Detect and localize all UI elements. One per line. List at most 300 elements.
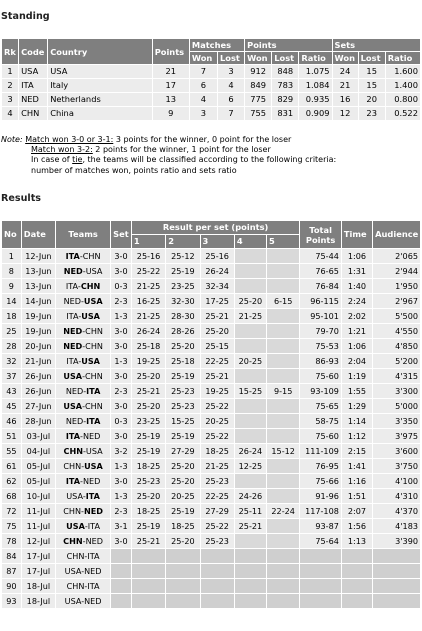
result-cell-no[interactable]: 9 bbox=[2, 279, 22, 294]
result-cell-time: 1:13 bbox=[341, 534, 372, 549]
standing-cell-pr: 1.075 bbox=[299, 65, 332, 79]
result-cell-date: 11-Jul bbox=[21, 504, 55, 519]
result-cell-time: 2:24 bbox=[341, 294, 372, 309]
result-cell-teams[interactable]: CHN-ITA bbox=[56, 579, 111, 594]
team-home: USA bbox=[63, 401, 83, 411]
result-cell-date: 13-Jun bbox=[21, 279, 55, 294]
result-cell-teams[interactable] bbox=[56, 489, 111, 504]
standing-cell-pw: 912 bbox=[245, 65, 272, 79]
standing-cell-pl: 848 bbox=[272, 65, 299, 79]
result-cell-s1 bbox=[131, 564, 165, 579]
result-cell-s5 bbox=[267, 549, 300, 564]
standing-cell-pl: 829 bbox=[272, 93, 299, 107]
team-separator: - bbox=[81, 506, 84, 516]
result-cell-total: 86-93 bbox=[300, 354, 342, 369]
result-cell-total: 111-109 bbox=[300, 444, 342, 459]
team-home: ITA bbox=[65, 251, 80, 261]
result-cell-s4 bbox=[234, 549, 266, 564]
header-set-5: 5 bbox=[267, 235, 300, 249]
result-cell-teams[interactable] bbox=[56, 444, 111, 459]
results-title: Results bbox=[1, 193, 42, 204]
result-cell-no[interactable]: 62 bbox=[2, 474, 22, 489]
result-cell-s4 bbox=[234, 474, 266, 489]
result-row bbox=[2, 339, 421, 354]
team-home: CHN bbox=[63, 446, 83, 456]
result-cell-no[interactable]: 68 bbox=[2, 489, 22, 504]
result-cell-s1: 25-21 bbox=[131, 384, 165, 399]
team-separator: - bbox=[78, 311, 82, 321]
result-row bbox=[2, 414, 421, 429]
team-separator: - bbox=[77, 281, 81, 291]
result-cell-s4: 21-25 bbox=[234, 309, 266, 324]
team-home: NED bbox=[63, 341, 83, 351]
result-cell-teams[interactable] bbox=[56, 474, 111, 489]
result-cell-total: 76-84 bbox=[300, 279, 342, 294]
result-cell-aud bbox=[373, 549, 421, 564]
team-home: ITA bbox=[66, 356, 79, 366]
team-separator: - bbox=[79, 251, 83, 261]
result-cell-s3: 25-22 bbox=[200, 429, 234, 444]
result-cell-s4 bbox=[234, 324, 266, 339]
standing-cell-points: 17 bbox=[152, 79, 189, 93]
result-cell-teams[interactable] bbox=[56, 264, 111, 279]
result-cell-s2: 28-26 bbox=[166, 324, 200, 339]
team-away: CHN bbox=[80, 281, 101, 291]
standing-cell-sw: 12 bbox=[332, 107, 358, 121]
result-cell-s1: 25-19 bbox=[131, 519, 165, 534]
result-cell-date: 21-Jun bbox=[21, 354, 55, 369]
result-cell-time: 1:41 bbox=[341, 459, 372, 474]
standing-cell-won: 7 bbox=[189, 65, 217, 79]
result-cell-date: 19-Jun bbox=[21, 324, 55, 339]
result-cell-time bbox=[341, 594, 372, 609]
result-row bbox=[2, 489, 421, 504]
result-cell-total: 79-70 bbox=[300, 324, 342, 339]
result-row bbox=[2, 549, 421, 564]
team-separator: - bbox=[80, 476, 83, 486]
result-cell-aud: 4'370 bbox=[373, 504, 421, 519]
result-row bbox=[2, 399, 421, 414]
result-cell-total: 75-64 bbox=[300, 534, 342, 549]
result-cell-no[interactable]: 61 bbox=[2, 459, 22, 474]
result-cell-teams[interactable] bbox=[56, 249, 111, 264]
team-away: CHN bbox=[82, 251, 101, 261]
team-separator: - bbox=[80, 431, 83, 441]
result-cell-s4 bbox=[234, 369, 266, 384]
result-cell-s2: 25-12 bbox=[166, 249, 200, 264]
result-cell-s1: 25-20 bbox=[131, 399, 165, 414]
result-cell-s5 bbox=[267, 339, 300, 354]
standing-cell-sl: 15 bbox=[358, 79, 385, 93]
result-cell-teams[interactable] bbox=[56, 309, 111, 324]
standing-cell-pw: 849 bbox=[245, 79, 272, 93]
result-cell-teams[interactable] bbox=[56, 384, 111, 399]
result-cell-s3: 18-25 bbox=[200, 444, 234, 459]
result-cell-s2: 25-20 bbox=[166, 339, 200, 354]
result-cell-total: 75-44 bbox=[300, 249, 342, 264]
standing-cell-pr: 0.935 bbox=[299, 93, 332, 107]
standing-cell-sw: 21 bbox=[332, 79, 358, 93]
result-row bbox=[2, 279, 421, 294]
result-cell-s2: 23-25 bbox=[166, 279, 200, 294]
standing-cell-code: ITA bbox=[19, 79, 48, 93]
result-cell-date: 10-Jul bbox=[21, 489, 55, 504]
result-cell-aud: 2'065 bbox=[373, 249, 421, 264]
result-cell-total bbox=[300, 579, 342, 594]
result-cell-no[interactable]: 25 bbox=[2, 324, 22, 339]
result-cell-teams[interactable] bbox=[56, 294, 111, 309]
result-cell-s5 bbox=[267, 489, 300, 504]
result-cell-s5 bbox=[267, 459, 300, 474]
result-cell-s1 bbox=[131, 549, 165, 564]
standing-title: Standing bbox=[1, 11, 50, 22]
result-cell-time: 2:02 bbox=[341, 309, 372, 324]
team-home: NED bbox=[65, 416, 84, 426]
standing-notes bbox=[1, 135, 419, 176]
standing-cell-pr: 1.084 bbox=[299, 79, 332, 93]
result-cell-s5 bbox=[267, 534, 300, 549]
result-cell-s4 bbox=[234, 339, 266, 354]
standing-row bbox=[2, 93, 421, 107]
result-cell-s2: 25-19 bbox=[166, 504, 200, 519]
result-cell-s2: 25-19 bbox=[166, 369, 200, 384]
result-cell-aud: 2'944 bbox=[373, 264, 421, 279]
tie-text-post: , the teams will be classified according to the following criteria: bbox=[82, 155, 337, 165]
team-separator: - bbox=[83, 416, 87, 426]
result-cell-s1: 18-25 bbox=[131, 459, 165, 474]
standing-cell-pw: 755 bbox=[245, 107, 272, 121]
result-cell-set: 3-0 bbox=[111, 339, 132, 354]
team-home: ITA bbox=[65, 431, 81, 441]
header-set-2: 2 bbox=[166, 235, 200, 249]
result-cell-date: 05-Jul bbox=[21, 474, 55, 489]
result-cell-set: 3-1 bbox=[111, 519, 132, 534]
standing-cell-sw: 16 bbox=[332, 93, 358, 107]
result-cell-s5 bbox=[267, 579, 300, 594]
team-away: NED bbox=[82, 476, 101, 486]
result-cell-teams[interactable] bbox=[56, 324, 111, 339]
result-cell-total: 76-65 bbox=[300, 264, 342, 279]
standing-cell-country: China bbox=[48, 107, 152, 121]
result-cell-s1: 23-25 bbox=[131, 414, 165, 429]
team-separator: - bbox=[82, 341, 86, 351]
header-time: Time bbox=[341, 221, 372, 249]
result-cell-date: 03-Jul bbox=[21, 429, 55, 444]
rule-link-3-2[interactable]: Match won 3-2: bbox=[31, 145, 93, 155]
header-points-ratio: Ratio bbox=[299, 52, 332, 65]
standing-cell-sl: 20 bbox=[358, 93, 385, 107]
result-cell-s5: 22-24 bbox=[267, 504, 300, 519]
result-cell-s3: 25-23 bbox=[200, 534, 234, 549]
standing-cell-rk: 2 bbox=[2, 79, 19, 93]
result-cell-s2: 18-25 bbox=[166, 519, 200, 534]
result-cell-teams[interactable] bbox=[56, 279, 111, 294]
team-home: NED bbox=[63, 326, 83, 336]
result-cell-date: 11-Jul bbox=[21, 519, 55, 534]
result-cell-set: 1-3 bbox=[111, 489, 132, 504]
team-separator: - bbox=[82, 401, 85, 411]
result-cell-time: 1:29 bbox=[341, 399, 372, 414]
result-cell-date: 28-Jun bbox=[21, 414, 55, 429]
team-home: CHN bbox=[63, 506, 82, 516]
result-cell-s3: 32-34 bbox=[200, 279, 234, 294]
result-cell-no[interactable]: 51 bbox=[2, 429, 22, 444]
result-cell-no[interactable]: 43 bbox=[2, 384, 22, 399]
result-cell-aud: 3'750 bbox=[373, 459, 421, 474]
team-away: USA bbox=[85, 446, 103, 456]
result-cell-s4: 26-24 bbox=[234, 444, 266, 459]
result-cell-aud: 4'850 bbox=[373, 339, 421, 354]
team-away: USA bbox=[83, 296, 103, 306]
tie-text-pre: In case of bbox=[31, 155, 73, 165]
result-cell-s3: 25-21 bbox=[200, 369, 234, 384]
result-cell-date: 12-Jun bbox=[21, 249, 55, 264]
result-cell-total: 58-75 bbox=[300, 414, 342, 429]
result-cell-aud: 3'600 bbox=[373, 444, 421, 459]
result-cell-s5 bbox=[267, 249, 300, 264]
team-away: USA bbox=[81, 311, 100, 321]
header-date: Date bbox=[21, 221, 55, 249]
result-cell-aud: 3'975 bbox=[373, 429, 421, 444]
result-cell-teams[interactable] bbox=[56, 339, 111, 354]
result-cell-s5 bbox=[267, 264, 300, 279]
result-cell-no[interactable]: 90 bbox=[2, 579, 22, 594]
result-cell-no[interactable]: 45 bbox=[2, 399, 22, 414]
header-points-group: Points bbox=[245, 39, 332, 52]
result-cell-s2 bbox=[166, 549, 200, 564]
result-cell-s5: 15-12 bbox=[267, 444, 300, 459]
result-cell-total: 93-87 bbox=[300, 519, 342, 534]
result-cell-date: 27-Jun bbox=[21, 399, 55, 414]
team-separator: - bbox=[78, 356, 82, 366]
result-cell-no[interactable]: 18 bbox=[2, 309, 22, 324]
result-cell-date: 20-Jun bbox=[21, 339, 55, 354]
team-home: CHN bbox=[63, 536, 83, 546]
header-points-lost: Lost bbox=[272, 52, 299, 65]
tie-criteria: number of matches won, points ratio and sets ratio bbox=[31, 165, 237, 175]
header-country: Country bbox=[48, 39, 152, 65]
team-home: NED bbox=[65, 386, 84, 396]
result-cell-set: 1-3 bbox=[111, 309, 132, 324]
result-row bbox=[2, 354, 421, 369]
result-cell-teams[interactable] bbox=[56, 534, 111, 549]
result-cell-teams[interactable]: USA-NED bbox=[56, 594, 111, 609]
result-cell-no[interactable]: 14 bbox=[2, 294, 22, 309]
header-total-points: Total Points bbox=[300, 221, 342, 249]
standing-cell-sr: 0.800 bbox=[385, 93, 420, 107]
result-cell-date: 04-Jul bbox=[21, 444, 55, 459]
team-home: ITA bbox=[66, 311, 79, 321]
result-cell-set: 3-2 bbox=[111, 444, 132, 459]
result-cell-s1 bbox=[131, 594, 165, 609]
standing-cell-won: 6 bbox=[189, 79, 217, 93]
result-cell-s4: 25-11 bbox=[234, 504, 266, 519]
result-row bbox=[2, 564, 421, 579]
result-row bbox=[2, 594, 421, 609]
result-cell-s3: 25-16 bbox=[200, 249, 234, 264]
standing-row bbox=[2, 79, 421, 93]
result-cell-s2: 25-19 bbox=[166, 429, 200, 444]
result-cell-s4 bbox=[234, 264, 266, 279]
header-rk: Rk bbox=[2, 39, 19, 65]
result-cell-aud: 4'315 bbox=[373, 369, 421, 384]
result-cell-no[interactable]: 75 bbox=[2, 519, 22, 534]
result-cell-no[interactable]: 8 bbox=[2, 264, 22, 279]
result-cell-no[interactable]: 28 bbox=[2, 339, 22, 354]
result-cell-teams[interactable]: USA-NED bbox=[56, 564, 111, 579]
result-cell-s5 bbox=[267, 324, 300, 339]
result-cell-no[interactable]: 72 bbox=[2, 504, 22, 519]
result-row bbox=[2, 294, 421, 309]
result-cell-s3 bbox=[200, 594, 234, 609]
tie-link[interactable]: tie bbox=[72, 155, 83, 165]
result-cell-s5: 9-15 bbox=[267, 384, 300, 399]
result-cell-no[interactable]: 46 bbox=[2, 414, 22, 429]
result-cell-time: 1:31 bbox=[341, 264, 372, 279]
result-cell-time bbox=[341, 579, 372, 594]
result-cell-set: 3-0 bbox=[111, 534, 132, 549]
rule-link-3-0[interactable]: Match won 3-0 or 3-1: bbox=[25, 135, 114, 144]
result-cell-teams[interactable]: CHN-ITA bbox=[56, 549, 111, 564]
result-cell-total bbox=[300, 564, 342, 579]
standing-cell-pl: 831 bbox=[272, 107, 299, 121]
result-cell-s1: 25-23 bbox=[131, 474, 165, 489]
result-cell-s2: 25-20 bbox=[166, 534, 200, 549]
result-row bbox=[2, 519, 421, 534]
result-cell-set: 3-0 bbox=[111, 429, 132, 444]
result-cell-s2: 27-29 bbox=[166, 444, 200, 459]
team-home: USA bbox=[63, 371, 83, 381]
result-cell-set bbox=[111, 564, 132, 579]
result-row bbox=[2, 249, 421, 264]
result-cell-set: 0-3 bbox=[111, 279, 132, 294]
result-cell-s1: 25-16 bbox=[131, 249, 165, 264]
result-cell-no[interactable]: 32 bbox=[2, 354, 22, 369]
result-row bbox=[2, 429, 421, 444]
result-cell-s3: 25-22 bbox=[200, 519, 234, 534]
result-cell-teams[interactable] bbox=[56, 459, 111, 474]
standing-cell-sr: 1.400 bbox=[385, 79, 420, 93]
result-cell-total: 117-108 bbox=[300, 504, 342, 519]
result-cell-total: 96-115 bbox=[300, 294, 342, 309]
team-home: CHN bbox=[63, 461, 82, 471]
standing-cell-points: 13 bbox=[152, 93, 189, 107]
result-cell-no[interactable]: 93 bbox=[2, 594, 22, 609]
result-cell-teams[interactable] bbox=[56, 369, 111, 384]
result-cell-s5 bbox=[267, 309, 300, 324]
rule-text-3-0: 3 points for the winner, 0 point for the loser bbox=[113, 135, 292, 144]
result-cell-total: 91-96 bbox=[300, 489, 342, 504]
result-cell-s2: 25-18 bbox=[166, 354, 200, 369]
results-table bbox=[1, 220, 421, 609]
result-cell-no[interactable]: 1 bbox=[2, 249, 22, 264]
result-cell-set: 1-3 bbox=[111, 354, 132, 369]
team-separator: - bbox=[83, 446, 86, 456]
result-cell-teams[interactable] bbox=[56, 504, 111, 519]
result-cell-total: 95-101 bbox=[300, 309, 342, 324]
result-cell-date: 18-Jul bbox=[21, 594, 55, 609]
standing-cell-code: NED bbox=[19, 93, 48, 107]
result-cell-no[interactable]: 87 bbox=[2, 564, 22, 579]
result-cell-date: 18-Jul bbox=[21, 579, 55, 594]
result-cell-teams[interactable] bbox=[56, 519, 111, 534]
result-cell-no[interactable]: 55 bbox=[2, 444, 22, 459]
result-cell-total: 75-66 bbox=[300, 474, 342, 489]
result-cell-date: 12-Jul bbox=[21, 534, 55, 549]
result-cell-s4: 20-25 bbox=[234, 354, 266, 369]
team-away: CHN bbox=[85, 326, 103, 336]
result-cell-no[interactable]: 84 bbox=[2, 549, 22, 564]
result-cell-s5 bbox=[267, 399, 300, 414]
header-set-4: 4 bbox=[234, 235, 266, 249]
result-cell-s1: 19-25 bbox=[131, 354, 165, 369]
result-cell-s2: 28-30 bbox=[166, 309, 200, 324]
result-cell-s3: 25-15 bbox=[200, 339, 234, 354]
result-cell-s2 bbox=[166, 579, 200, 594]
header-sets-ratio: Ratio bbox=[385, 52, 420, 65]
result-cell-s4 bbox=[234, 249, 266, 264]
result-cell-time: 1:06 bbox=[341, 339, 372, 354]
team-separator: - bbox=[81, 296, 84, 306]
standing-cell-won: 4 bbox=[189, 93, 217, 107]
header-sets-won: Won bbox=[332, 52, 358, 65]
result-cell-no[interactable]: 78 bbox=[2, 534, 22, 549]
result-cell-aud: 2'967 bbox=[373, 294, 421, 309]
result-cell-s5 bbox=[267, 429, 300, 444]
result-cell-s4 bbox=[234, 429, 266, 444]
result-cell-s1 bbox=[131, 579, 165, 594]
result-cell-s4 bbox=[234, 579, 266, 594]
result-cell-time: 1:40 bbox=[341, 279, 372, 294]
result-cell-aud: 3'350 bbox=[373, 414, 421, 429]
result-cell-teams[interactable] bbox=[56, 399, 111, 414]
result-cell-time: 1:51 bbox=[341, 489, 372, 504]
standing-cell-lost: 3 bbox=[217, 65, 244, 79]
team-away: USA bbox=[84, 461, 103, 471]
standing-cell-sl: 23 bbox=[358, 107, 385, 121]
standing-cell-rk: 3 bbox=[2, 93, 19, 107]
result-cell-date: 05-Jul bbox=[21, 459, 55, 474]
result-cell-s5: 6-15 bbox=[267, 294, 300, 309]
result-cell-s2: 25-23 bbox=[166, 384, 200, 399]
result-cell-teams[interactable] bbox=[56, 429, 111, 444]
result-cell-s3: 22-25 bbox=[200, 489, 234, 504]
header-points-won: Won bbox=[245, 52, 272, 65]
result-cell-s3: 27-29 bbox=[200, 504, 234, 519]
standing-cell-pw: 775 bbox=[245, 93, 272, 107]
standing-cell-sw: 24 bbox=[332, 65, 358, 79]
result-cell-total: 76-95 bbox=[300, 459, 342, 474]
team-separator: - bbox=[84, 521, 88, 531]
result-cell-s2: 32-30 bbox=[166, 294, 200, 309]
result-cell-s1: 21-25 bbox=[131, 279, 165, 294]
result-cell-total: 93-109 bbox=[300, 384, 342, 399]
header-code: Code bbox=[19, 39, 48, 65]
result-cell-teams[interactable] bbox=[56, 354, 111, 369]
result-cell-teams[interactable] bbox=[56, 414, 111, 429]
result-cell-aud bbox=[373, 564, 421, 579]
result-row bbox=[2, 504, 421, 519]
standing-cell-lost: 7 bbox=[217, 107, 244, 121]
result-cell-time: 1:21 bbox=[341, 324, 372, 339]
result-row bbox=[2, 459, 421, 474]
result-cell-s4 bbox=[234, 279, 266, 294]
team-separator: - bbox=[82, 326, 86, 336]
result-cell-s1: 25-20 bbox=[131, 369, 165, 384]
result-cell-no[interactable]: 37 bbox=[2, 369, 22, 384]
result-cell-s2 bbox=[166, 564, 200, 579]
standing-cell-sl: 15 bbox=[358, 65, 385, 79]
